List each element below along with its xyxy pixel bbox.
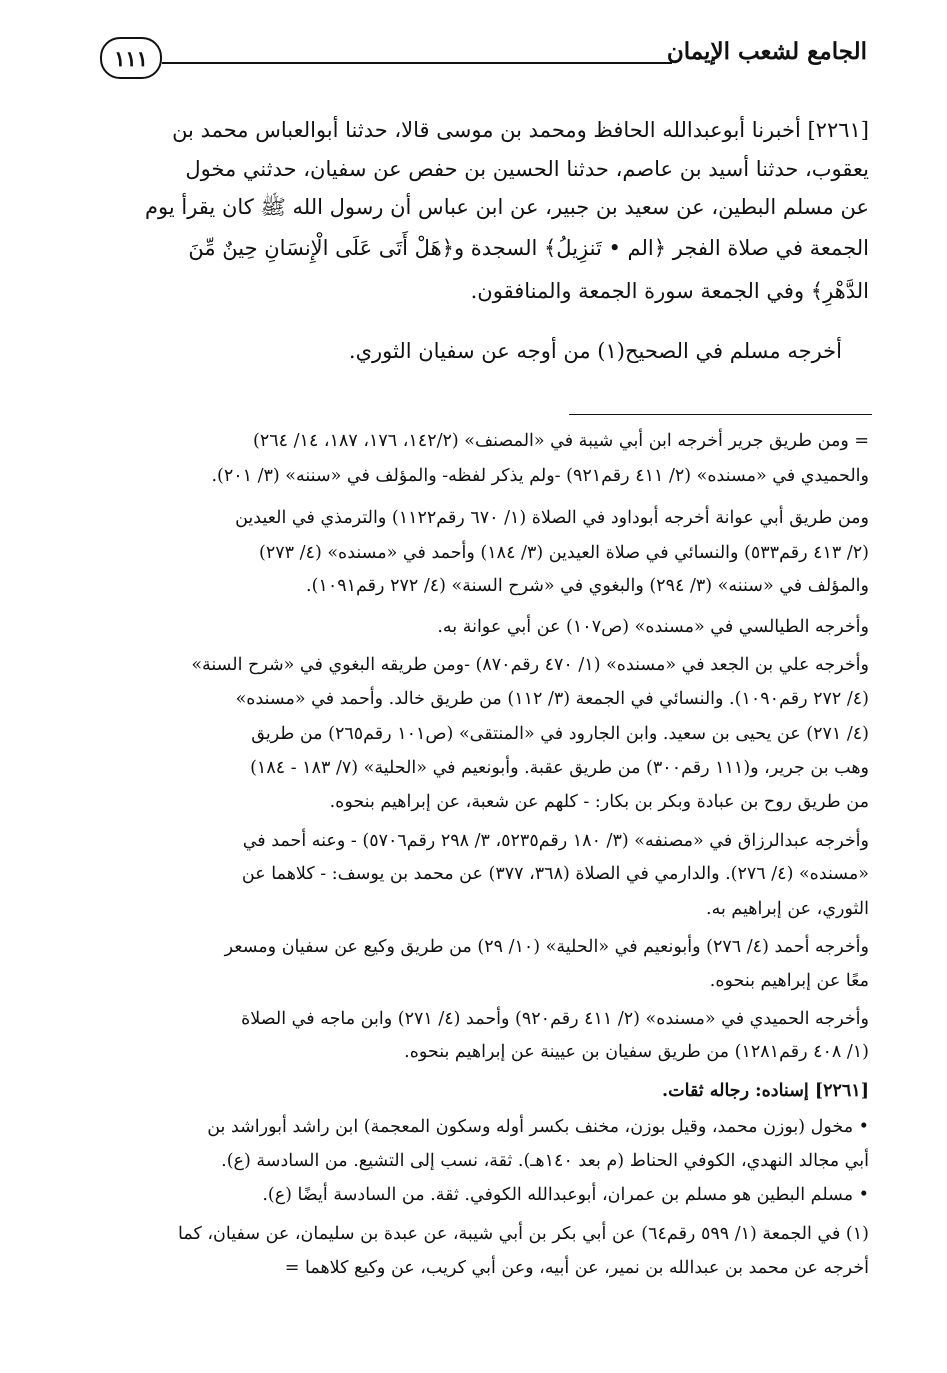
footnote-line: وأخرجه الطيالسي في «مسنده» (ص١٠٧) عن أبي عوانة به. — [437, 617, 869, 637]
main-line: [٢٢٦١] أخبرنا أبوعبدالله الحافظ ومحمد بن موسى قالا، حدثنا أبوالعباس محمد بن — [172, 118, 869, 142]
footnote-line: • مسلم البطين هو مسلم بن عمران، أبوعبدالله الكوفي. ثقة. من السادسة أيضًا (ع). — [262, 1185, 869, 1205]
isnad-heading: [٢٢٦١] إسناده: رجاله ثقات. — [662, 1081, 869, 1101]
footnote-line: (٢/ ٤١٣ رقم٥٣٣) والنسائي في صلاة العيدين (٣/ ١٨٤) وأحمد في «مسنده» (٤/ ٢٧٣) — [259, 543, 869, 563]
footnote-line: «مسنده» (٤/ ٢٧٦). والدارمي في الصلاة (٣٦٨، ٣٧٧) عن محمد بن يوسف: - كلاهما عن — [241, 864, 869, 884]
footnote-line: والمؤلف في «سننه» (٣/ ٢٩٤) والبغوي في «شرح السنة» (٤/ ٢٧٢ رقم١٠٩١). — [306, 576, 869, 596]
footnote-line: (٤/ ٢٧١) عن يحيى بن سعيد. وابن الجارود في «المنتقى» (ص١٠١ رقم٢٦٥) من طريق — [251, 724, 869, 744]
footnote-line: (١/ ٤٠٨ رقم١٢٨١) من طريق سفيان بن عيينة عن إبراهيم بنحوه. — [404, 1042, 869, 1062]
footnote-separator — [569, 414, 872, 415]
page-number: ١١١ — [100, 37, 162, 79]
footnote-line: أخرجه عن محمد بن عبدالله بن نمير، عن أبيه، وعن أبي كريب، عن وكيع كلاهما = — [284, 1258, 869, 1278]
main-line: أخرجه مسلم في الصحيح(١) من أوجه عن سفيان الثوري. — [348, 339, 842, 363]
footnote-line: (١) في الجمعة (١/ ٥٩٩ رقم٦٤) عن أبي بكر بن أبي شيبة، عن عبدة بن سليمان، عن سفيان، كما — [178, 1224, 869, 1244]
footnote-line: معًا عن إبراهيم بنحوه. — [709, 971, 869, 991]
footnote-line: وأخرجه علي بن الجعد في «مسنده» (١/ ٤٧٠ رقم٨٧٠) -ومن طريقه البغوي في «شرح السنة» — [191, 655, 869, 675]
main-line: يعقوب، حدثنا أسيد بن عاصم، حدثنا الحسين بن حفص عن سفيان، حدثني مخول — [185, 157, 869, 181]
footnote-line: والحميدي في «مسنده» (٢/ ٤١١ رقم٩٢١) -ولم يذكر لفظه- والمؤلف في «سننه» (٣/ ٢٠١). — [211, 466, 869, 486]
footnote-line: وأخرجه الحميدي في «مسنده» (٢/ ٤١١ رقم٩٢٠) وأحمد (٤/ ٢٧١) وابن ماجه في الصلاة — [241, 1009, 869, 1029]
header-rule — [162, 62, 672, 64]
main-line: الجمعة في صلاة الفجر ﴿الم • تَنزِيلُ﴾ السجدة و﴿هَلْ أَتَى عَلَى الْإِنسَانِ حِينٌ مِّنَ — [188, 236, 869, 260]
footnote-line: أبي مجالد النهدي، الكوفي الحناط (م بعد ١٤٠هـ). ثقة، نسب إلى التشيع. من السادسة (ع). — [221, 1151, 869, 1171]
footnote-line: ومن طريق أبي عوانة أخرجه أبوداود في الصلاة (١/ ٦٧٠ رقم١١٢٢) والترمذي في العيدين — [235, 508, 869, 528]
footnote-line: = ومن طريق جرير أخرجه ابن أبي شيبة في «المصنف» (١٤٢/٢، ١٧٦، ١٨٧، ١٤/ ٢٦٤) — [253, 431, 869, 451]
footnote-line: وهب بن جرير، و(١١١ رقم٣٠٠) من طريق عقبة. وأبونعيم في «الحلية» (٧/ ١٨٣ - ١٨٤) — [250, 758, 869, 778]
footnote-line: • مخول (بوزن محمد، وقيل بوزن، مخنف بكسر أوله وسكون المعجمة) ابن راشد أبوراشد بن — [207, 1117, 869, 1137]
running-header-title: الجامع لشعب الإيمان — [666, 38, 867, 65]
main-line: الدَّهْرِ﴾ وفي الجمعة سورة الجمعة والمنافقون. — [470, 279, 869, 303]
footnote-line: (٤/ ٢٧٢ رقم١٠٩٠). والنسائي في الجمعة (٣/ ١١٢) من طريق خالد. وأحمد في «مسنده» — [235, 689, 869, 709]
main-line: عن مسلم البطين، عن سعيد بن جبير، عن ابن عباس أن رسول الله ﷺ كان يقرأ يوم — [145, 195, 869, 219]
footnote-line: وأخرجه أحمد (٤/ ٢٧٦) وأبونعيم في «الحلية» (١٠/ ٢٩) من طريق وكيع عن سفيان ومسعر — [224, 937, 869, 957]
footnote-line: وأخرجه عبدالرزاق في «مصنفه» (٣/ ١٨٠ رقم٥٢٣٥، ٣/ ٢٩٨ رقم٥٧٠٦) - وعنه أحمد في — [242, 831, 869, 851]
footnote-line: من طريق روح بن عبادة وبكر بن بكار: - كلهم عن شعبة، عن إبراهيم بنحوه. — [329, 792, 869, 812]
footnote-line: الثوري، عن إبراهيم به. — [706, 899, 869, 919]
